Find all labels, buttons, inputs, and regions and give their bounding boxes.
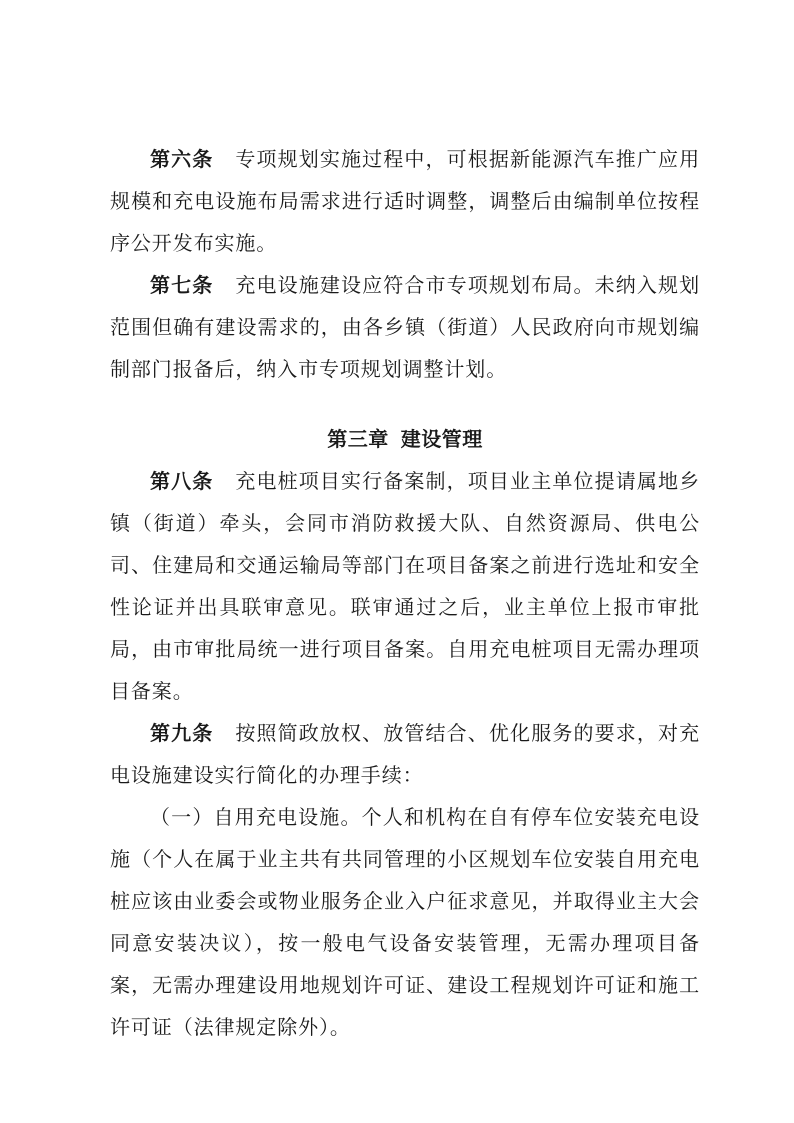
article-9 <box>110 712 700 796</box>
article-8 <box>110 460 700 712</box>
document-body <box>110 138 700 1048</box>
chapter-title: 建设管理 <box>400 427 483 451</box>
article-9-number: 第九条 <box>150 721 214 745</box>
article-7 <box>110 264 700 390</box>
article-6-text: 专项规划实施过程中，可根据新能源汽车推广应用规模和充电设施布局需求进行适时调整，调整后由编制单位按程序公开发布实施。 <box>110 147 700 255</box>
article-6 <box>110 138 700 264</box>
article-9-item-1 <box>110 796 700 1048</box>
article-8-number: 第八条 <box>150 469 214 493</box>
article-7-text: 充电设施建设应符合市专项规划布局。未纳入规划范围但确有建设需求的，由各乡镇（街道）人民政府向市规划编制部门报备后，纳入市专项规划调整计划。 <box>110 273 700 381</box>
chapter-number: 第三章 <box>327 427 389 451</box>
article-9-text: 按照简政放权、放管结合、优化服务的要求，对充电设施建设实行简化的办理手续： <box>110 721 700 787</box>
article-6-number: 第六条 <box>150 147 214 171</box>
article-8-text: 充电桩项目实行备案制，项目业主单位提请属地乡镇（街道）牵头，会同市消防救援大队、自然资源局、供电公司、住建局和交通运输局等部门在项目备案之前进行选址和安全性论证并出具联审意见。联审通过之后，业主单位上报市审批局，由市审批局统一进行项目备案。自用充电桩项目无需办理项目备案。 <box>110 469 700 703</box>
chapter-heading <box>110 418 700 460</box>
article-7-number: 第七条 <box>150 273 214 297</box>
item-1-text: （一）自用充电设施。个人和机构在自有停车位安装充电设施（个人在属于业主共有共同管理的小区规划车位安装自用充电桩应该由业委会或物业服务企业入户征求意见，并取得业主大会同意安装决议），按一般电气设备安装管理，无需办理项目备案，无需办理建设用地规划许可证、建设工程规划许可证和施工许可证（法律规定除外）。 <box>110 805 700 1039</box>
